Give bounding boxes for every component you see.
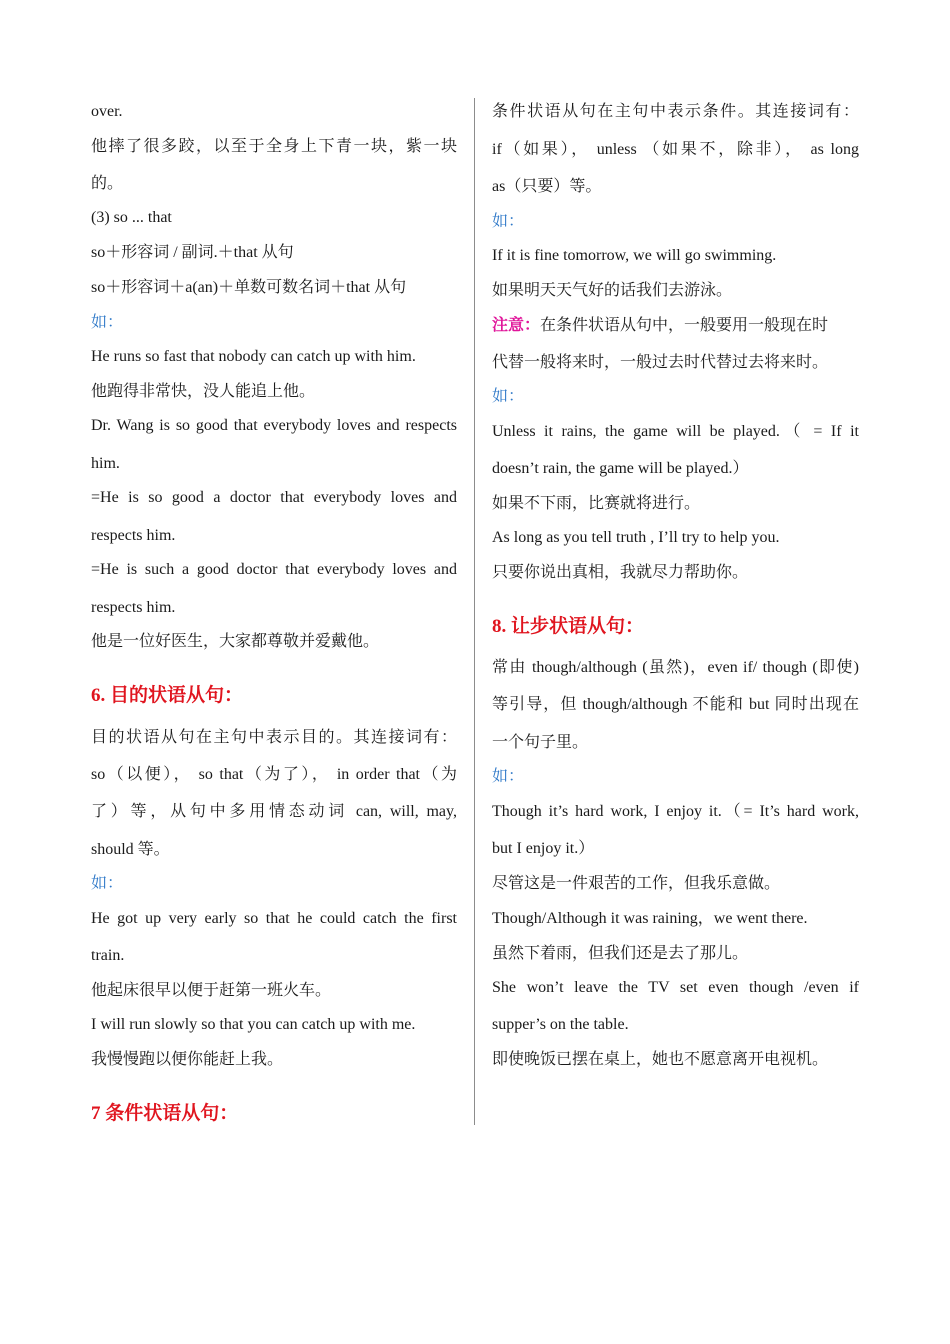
example-label: 如：	[492, 388, 525, 405]
text-line: 如果不下雨，比赛就将进行。	[492, 495, 701, 512]
text-line: so＋形容词 / 副词.＋that 从句	[91, 244, 294, 261]
section-heading-7: 7 条件状语从句：	[91, 1103, 239, 1124]
text-line: 了）等，从句中多用情态动词 can, will, may,	[91, 803, 457, 820]
text-line: so＋形容词＋a(an)＋单数可数名词＋that 从句	[91, 279, 407, 296]
text-line: 他摔了很多跤，以至于全身上下青一块，紫一块	[91, 138, 457, 155]
text-line: 如果明天天气好的话我们去游泳。	[492, 282, 733, 299]
text-line: If it is fine tomorrow, we will go swimming.	[492, 247, 777, 264]
text-line: Dr. Wang is so good that everybody loves and respects	[91, 417, 457, 434]
section-heading-8: 8. 让步状语从句：	[492, 616, 645, 637]
text-line: I will run slowly so that you can catch up with me.	[91, 1016, 416, 1033]
text-line: 尽管这是一件艰苦的工作，但我乐意做。	[492, 875, 781, 892]
text-line: He got up very early so that he could catch the first	[91, 910, 457, 927]
text-line: 即使晚饭已摆在桌上，她也不愿意离开电视机。	[492, 1051, 829, 1068]
text-line: 一个句子里。	[492, 734, 589, 751]
text-line: 他是一位好医生，大家都尊敬并爱戴他。	[91, 633, 380, 650]
section-heading-6: 6. 目的状语从句：	[91, 685, 244, 706]
text-line: him.	[91, 455, 120, 472]
example-label: 如：	[492, 768, 525, 785]
text-line: if（如果）， unless （如果不，除非）， as long	[492, 141, 859, 158]
text-line: Unless it rains, the game will be played.（ = If it	[492, 423, 859, 440]
example-label: 如：	[91, 314, 124, 331]
text-line: =He is so good a doctor that everybody loves and	[91, 489, 457, 506]
text-line: 只要你说出真相，我就尽力帮助你。	[492, 564, 749, 581]
text-line: train.	[91, 947, 125, 964]
column-divider	[474, 98, 475, 1125]
text-line: but I enjoy it.）	[492, 840, 595, 857]
text-line: 的。	[91, 175, 124, 192]
text-line: 他跑得非常快，没人能追上他。	[91, 383, 316, 400]
text-line: 代替一般将来时，一般过去时代替过去将来时。	[492, 354, 829, 371]
text-line: doesn’t rain, the game will be played.）	[492, 460, 749, 477]
text-line: supper’s on the table.	[492, 1016, 629, 1033]
text-line: She won’t leave the TV set even though /even if	[492, 979, 859, 996]
note-line	[492, 316, 859, 336]
text-line: Though/Although it was raining，we went there.	[492, 910, 808, 927]
text-line: 常由 though/although (虽然)，even if/ though (即使)	[492, 659, 859, 676]
text-line: 等引导，但 though/although 不能和 but 同时出现在	[492, 696, 859, 713]
text-line: 目的状语从句在主句中表示目的。其连接词有：	[91, 729, 457, 746]
text-line: 条件状语从句在主句中表示条件。其连接词有：	[492, 103, 859, 120]
note-label: 注意：	[492, 317, 541, 334]
note-text: 在条件状语从句中，一般要用一般现在时	[540, 317, 829, 334]
text-line: respects him.	[91, 527, 176, 544]
example-label: 如：	[91, 875, 124, 892]
text-line: =He is such a good doctor that everybody loves and	[91, 561, 457, 578]
text-line: respects him.	[91, 599, 176, 616]
text-line: 我慢慢跑以便你能赶上我。	[91, 1051, 284, 1068]
example-label: 如：	[492, 213, 525, 230]
text-line: Though it’s hard work, I enjoy it.（= It’s hard work,	[492, 803, 859, 820]
text-line: so（以便）， so that（为了）， in order that（为	[91, 766, 457, 783]
text-line: 他起床很早以便于赶第一班火车。	[91, 982, 332, 999]
text-line: As long as you tell truth , I’ll try to help you.	[492, 529, 780, 546]
text-line: as（只要）等。	[492, 178, 602, 195]
text-line: 虽然下着雨，但我们还是去了那儿。	[492, 945, 749, 962]
text-line: over.	[91, 103, 123, 120]
text-line: He runs so fast that nobody can catch up with him.	[91, 348, 416, 365]
text-line: should 等。	[91, 841, 170, 858]
text-line: (3) so ... that	[91, 209, 172, 226]
